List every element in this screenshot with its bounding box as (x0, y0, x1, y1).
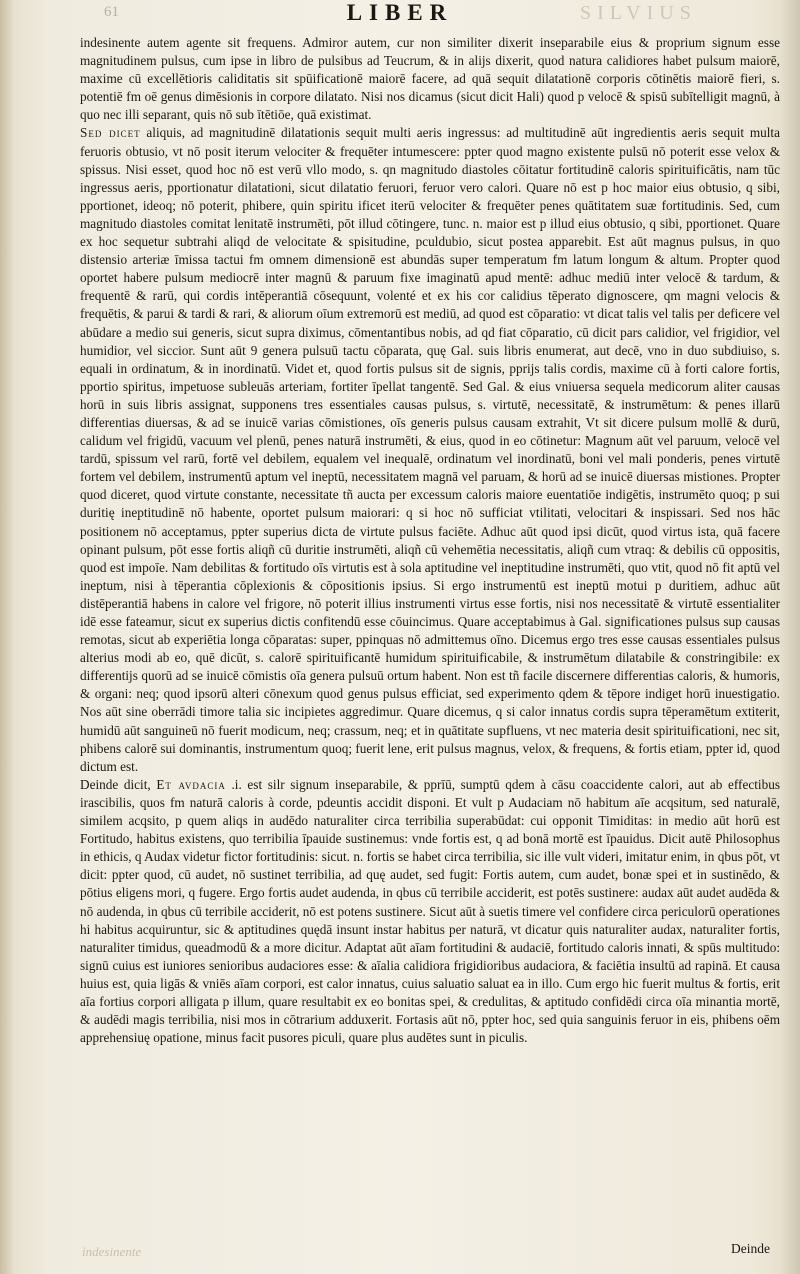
paragraph-text: .i. est silr signum inseparabile, & pprīū, sumptū qdem à cāsu coaccidente calori, aut ab effectibus irascibilis, quos fm naturā caloris à corde, pdeuntis accidit disponi. Et vult p Audaciam nō habitum aīe acqsitum, sed naturalē, similem acqsito, p quem aliqs in audēdo naturaliter circa terribilia superabūdat: cui opponit Timiditas: in medio aūt horū est Fortitudo, habitus existens, quo terribilia īpauide sustinemus: vnde fortis est, q ad bonā mortē est īpauidus. Dicit autē Philosophus in ethicis, q Audax videtur fictor fortitudinis: sicut. n. fortis se habet circa terribilia, sic ille vult videri, imitatur enim, in qbus pōt, vt dicit: ppter quod, cū audet, nō sustinet terribilia, ad quę audet, sed fugit: Fortis autem, cum audet, bonæ spei et in sustinēdo, & pōtius eligens mori, q fugere. Ergo fortis audet audenda, in qbus cū terribile acciderit, est potēs sustinere: audax aūt audet audēda & nō audenda, in qbus cū terribile acciderit, nō est potens sustinere. Sicut aūt à suetis timere vel confidere circa periculorū operationes hi habitus acquiruntur, sic & aptitudines quędā insunt instar habitus per naturā, vt dicatur quis naturaliter audax, naturaliter fortis, naturaliter timidus, queadmodū & a more dicitur. Adaptat aūt aīam fortitudini & audaciē, fortitudo caloris innati, & spūs multitudo: signū cuius est iuniores senioribus audaciores esse: & aīalia calidiora frigidioribus audaciora, & faciētia insultū ad rapinā. Et causa huius est, quia ligās & vniēs aīam corpori, est calor innatus, cuius saluatio saluat ea in illo. Cum ergo hic fuerit multus & fortis, erit aīa fortius corpori alligata p illum, quare resultabit ex eo bonitas spei, & credulitas, & aptitudo confidēdi circa oīa minantia mortē, & audēdi magis terribilia, nisi mos in cōtrarium adduxerit. Fortasis aūt nō, ppter hoc, sed quia sanguinis feruor in eis, phibens oēm apprehensiuę opatione, minus facit pusores piculi, quare plus audētes sunt in piculis. (80, 776, 781, 1046)
page-edge-shadow (780, 0, 800, 1274)
paragraph-lead-smallcaps: Et avdacia (156, 776, 226, 792)
body-text (80, 34, 780, 1047)
paragraph-text: indesinente autem agente sit frequens. Admiror autem, cur non similiter dixerit inseparabile eius & proprium signum esse magnitudinem pulsus, cum ipse in libro de pulsibus ad Teucrum, & in alijs dixerit, quod natura calidiores habet pulsum maiorē, maxime cū excellētioris caliditatis sit spūificationē maiorē facere, ad quā sequit dilatationē corporis cōtinētis maiorē fieri, s. potentiē fm oē genus dimēsionis in corpore dilatato. Nisi nos dicamus (sicut dicit Hali) quod p velocē & spisū subītelligit magnū, à quo nec illi separant, quis nō sub ītētiōe, quā existimat. (80, 35, 780, 123)
catchword: Deinde (731, 1241, 770, 1256)
paragraph-text: aliquis, ad magnitudinē dilatationis sequit multi aeris ingressus: ad multitudinē aūt ingredientis aeris sequit multa feruoris obtusio, vt nō posit iterum velociter & frequēter intumescere: ppter quod magno existente pulsū nō poterit esse velox & spissus. Nisi esset, quod hoc nō est verū vllo modo, s. qn magnitudo diastoles cōitatur fortitudinē caloris spirituificātis, nam tūc ingressus aeris, pportionatur dilatationi, sicut dilatatio feruori, feruor vero calori. Quare nō est p hoc maior eius obtusio, q sibi, pportionet, ideoq; nō poterit, phibere, quin spiritu ificet iterū velociter & frequēter penes quātitatem suæ fortitudinis. Sed, cum magnitudo diastoles comitat lenitatē instrumēti, pōt illud cōtingere, tunc. n. maior est p illud eius obtusio, q sibi, pportionet. Quare ex hoc sequetur subtrahi aliqd de velocitate & spisitudine, pculdubio, sicut postea apparebit. Est aūt magnus pulsus, in quo distensio arteriæ īmissa tactui fm omnem dimensionē est abundās super temperatum fm latum longum & altum. Propter quod oportet habere pulsum mediocrē inter magnū & paruum fixe imaginatū apud mentē: adhuc mediū inter velocē & tardum, & frequentē & rarū, qui cordis intēperantiā cōsequunt, volenté et ex his cor calidius tēperato dignoscere, qm magni velocis & frequētis, & parui & tardi & rari, & aliorum oīum extremorū est mediū, ad quod est cōparatio: vt dicat talis vel talis per deficere vel abūdare a medio sui generis, sicut supra diximus, cōmentantibus nobis, ad qd fiat cōparatio, cū dicit pars calidior, vel frigidior, vel humidior, vel siccior. Sunt aūt 9 genera pulsuū tactu cōparata, quę Gal. suis libris enumerat, aut decē, vno in duo subdiuiso, s. equali in ordinatum, & in inordinatū. Videt et, quod fortis pulsus sit de signis, pprijs talis cordis, maxime cū à forti calore fortis, pportio spiritus, impetuose subleuās arteriam, fortiter īpellat tangentē. Sed Gal. & eius vniuersa sequela medicorum aliter causas horū in suis libris assignat, supponens tres essentiales causas pulsus, s. virtutē, necessitatē, & instrumētum: & penes illarū differentias diuersas, & ad se inuicē varias cōmistiones, oīs generis pulsus causam extrahit, Vt sit dicere pulsum mollē & durū, calidum vel frigidū, vacuum vel plenū, penes naturā instrumēti, & eius, quod in eo cōtinetur: Magnum aūt vel paruum, velocē vel tardū, spissum vel rarū, fortē vel debilem, equalem vel inequalē, ordinatum vel inordinatū, boni vel mali ponderis, penes virtutē fortem vel debilem, instrumentū aptum vel ineptū, necessitatem magnā vel paruam, & horū ad se inuicē diuersas mistiones. Propter quod diceret, quod virtute constante, necessitate tñ aucta per excessum caloris maiore euentatiōe indigētis, instrumēto quoq; p sui duritię ineptitudinē nō habente, oportet pulsum maiorari: q si hoc nō sufficiat vtilitati, velocitari & inspissari. Sed nos hāc positionem nō acceptamus, ppter superius dicta de virtute pulsus faciēte. Adhuc aūt quod ipsi dicūt, quod virtus ista, quā facere opinant pulsum, pōt esse fortis aliqñ cū duritie instrumēti, aliqñ cū vehemētia necessitatis, aliqñ cum vtraq: & debilis cū oppositis, quod est impoīe. Nam debilitas & fortitudo oīs virtutis est à sola aptitudine vel ineptitudine instrumēti, quo vtit, quod nō fit aptū vel ineptum, nisi à tēperantia cōplexionis & cōpositionis ipsius. Si ergo instrumentū est ineptū motui p duritiem, adhuc aūt distēperantiā habens in calore vel frigore, nō poterit illius instrumenti virtus esse fortis, nisi nos necessitatē & virtutē essentialiter idē esse fateamur, sicut ex superius dictis confitendū esse cōuincimus. Quare acceptabimus à Gal. significationes pulsus sup causas remotas, sicut ab experiētia longa cōparatas: super, ppinquas nō admittemus oīno. Dicemus ergo tres esse causas essentiales pulsus alterius modi ab eo, quē dicūt, s. calorē spirituificantē humidum spirituificabile, & instrumētum dilatabile & constringibile: ex differentijs quorū ad se inuicē cōmistis oīa genera pulsuū ortum habent. Non est tñ facile discernere differentias caloris, & humoris, & organi: neq; quod ipsorū alteri cōnexum quod genus pulsus efficiat, sed experimento qdem & tēpore indiget horū inuestigatio. Nos aūt sine oberrādi timore talia sic incipietes aggredimur. Quare dicemus, q si calor innatus cordis supra tēperamētum extiterit, humidū aūt sanguineū nō fuerit modicum, neq; crassum, neq; et in quātitate supfluens, vt nec materia desit spirituificationi, nec sit, phibens calorē sui dominantis, instrumentum quoq; fuerit lene, erit pulsus magnus, velox, & frequens, & fortis etiam, ppter id, quod dictum est. (80, 125, 780, 774)
show-through-catchword: indesinente (82, 1244, 142, 1259)
running-head: LIBER (346, 0, 454, 25)
paragraph-1 (80, 34, 780, 124)
page-gutter-shadow (0, 0, 14, 1274)
paragraph-lead-plain: Deinde dicit, (80, 776, 157, 792)
page-number: 61 (104, 4, 119, 20)
show-through-title: SILVIUS (580, 2, 697, 24)
paragraph-2 (80, 124, 780, 775)
paragraph-lead-smallcaps: Sed dicet (80, 125, 141, 141)
paragraph-3 (80, 776, 780, 1047)
